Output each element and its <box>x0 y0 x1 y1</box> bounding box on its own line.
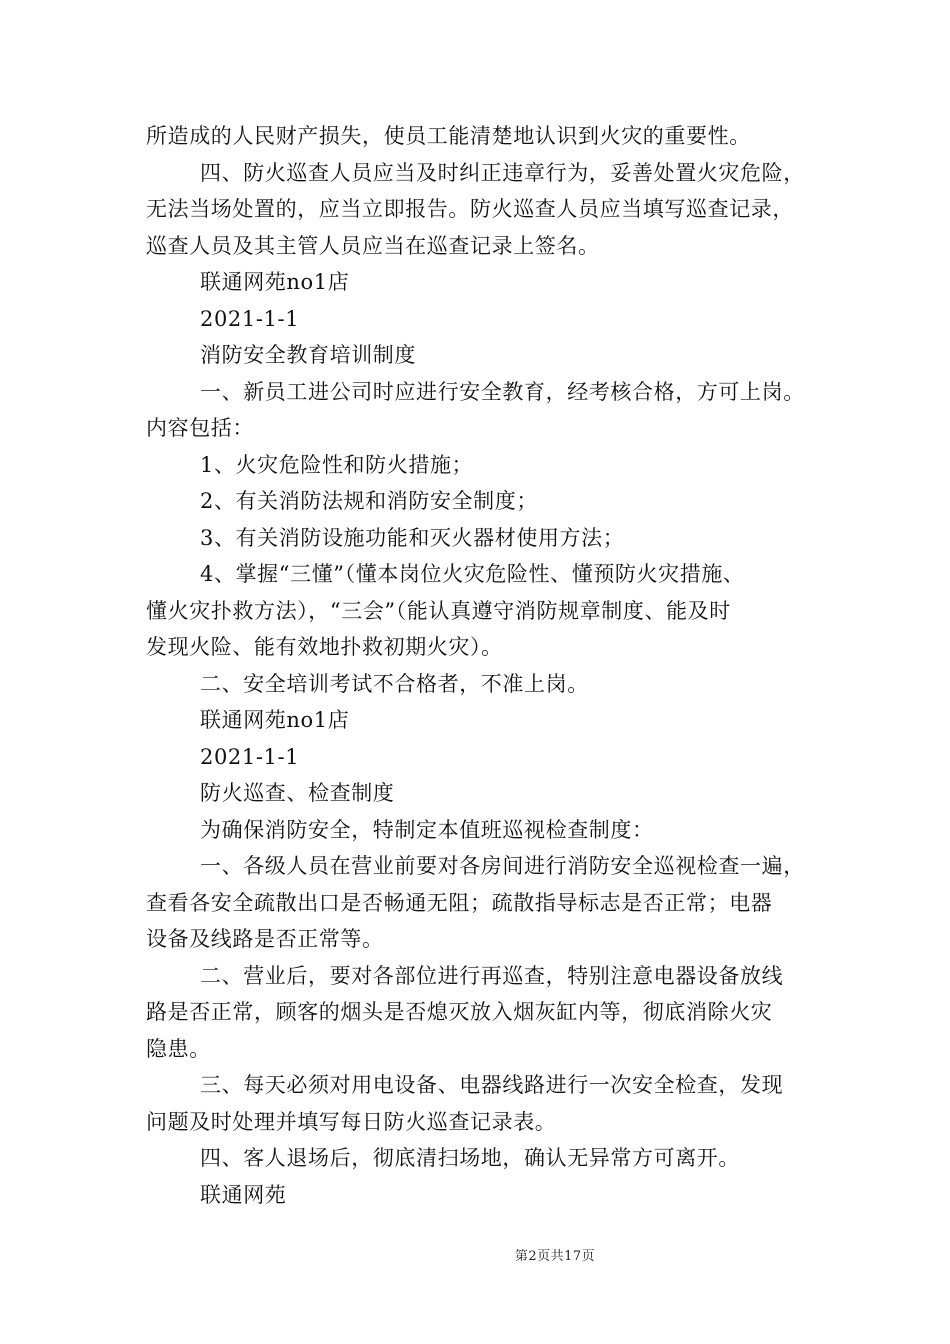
paragraph-line: 发现火险、能有效地扑救初期火灾）。 <box>146 635 503 659</box>
section-title: 消防安全教育培训制度 <box>200 343 416 367</box>
signature-store: 联通网苑no1店 <box>200 708 350 732</box>
paragraph-line: 巡查人员及其主管人员应当在巡查记录上签名。 <box>146 233 600 258</box>
paragraph-line: 四、客人退场后，彻底清扫场地，确认无异常方可离开。 <box>200 1146 740 1170</box>
list-item: 4、掌握“三懂”（懂本岗位火灾危险性、懂预防火灾措施、 <box>200 562 745 586</box>
paragraph-line: 隐患。 <box>146 1036 211 1061</box>
paragraph-line: 内容包括： <box>146 416 254 440</box>
signature-date: 2021-1-1 <box>200 306 300 331</box>
list-item: 1、火灾危险性和防火措施； <box>200 452 474 477</box>
list-item: 3、有关消防设施功能和灭火器材使用方法； <box>200 525 625 550</box>
paragraph-line: 设备及线路是否正常等。 <box>146 927 384 951</box>
paragraph-line: 查看各安全疏散出口是否畅通无阻；疏散指导标志是否正常；电器 <box>146 890 773 915</box>
paragraph-line: 问题及时处理并填写每日防火巡查记录表。 <box>146 1109 557 1134</box>
paragraph-line: 所造成的人民财产损失，使员工能清楚地认识到火灾的重要性。 <box>146 124 751 148</box>
paragraph-line: 一、各级人员在营业前要对各房间进行消防安全巡视检查一遍， <box>200 854 805 878</box>
paragraph-line: 路是否正常，顾客的烟头是否熄灭放入烟灰缸内等，彻底消除火灾 <box>146 1000 773 1024</box>
paragraph-line: 二、安全培训考试不合格者，不准上岗。 <box>200 671 589 696</box>
paragraph-line: 无法当场处置的，应当立即报告。防火巡查人员应当填写巡查记录， <box>146 197 794 221</box>
paragraph-line: 二、营业后，要对各部位进行再巡查，特别注意电器设备放线 <box>200 963 784 988</box>
signature-date: 2021-1-1 <box>200 744 300 769</box>
paragraph-line: 四、防火巡查人员应当及时纠正违章行为，妥善处置火灾危险， <box>200 160 805 185</box>
paragraph-line: 懂火灾扑救方法），“三会”（能认真遵守消防规章制度、能及时 <box>146 598 731 623</box>
section-title: 防火巡查、检查制度 <box>200 781 395 805</box>
document-body <box>146 118 826 1213</box>
paragraph-line: 三、每天必须对用电设备、电器线路进行一次安全检查，发现 <box>200 1073 784 1097</box>
page-footer <box>0 1245 950 1264</box>
paragraph-line: 一、新员工进公司时应进行安全教育，经考核合格，方可上岗。 <box>200 379 805 404</box>
signature-store: 联通网苑 <box>200 1182 287 1207</box>
list-item: 2、有关消防法规和消防安全制度； <box>200 489 538 513</box>
signature-store: 联通网苑no1店 <box>200 270 350 294</box>
paragraph-line: 为确保消防安全，特制定本值班巡视检查制度： <box>200 817 654 842</box>
page-number: 第2页共17页 <box>514 1249 596 1264</box>
